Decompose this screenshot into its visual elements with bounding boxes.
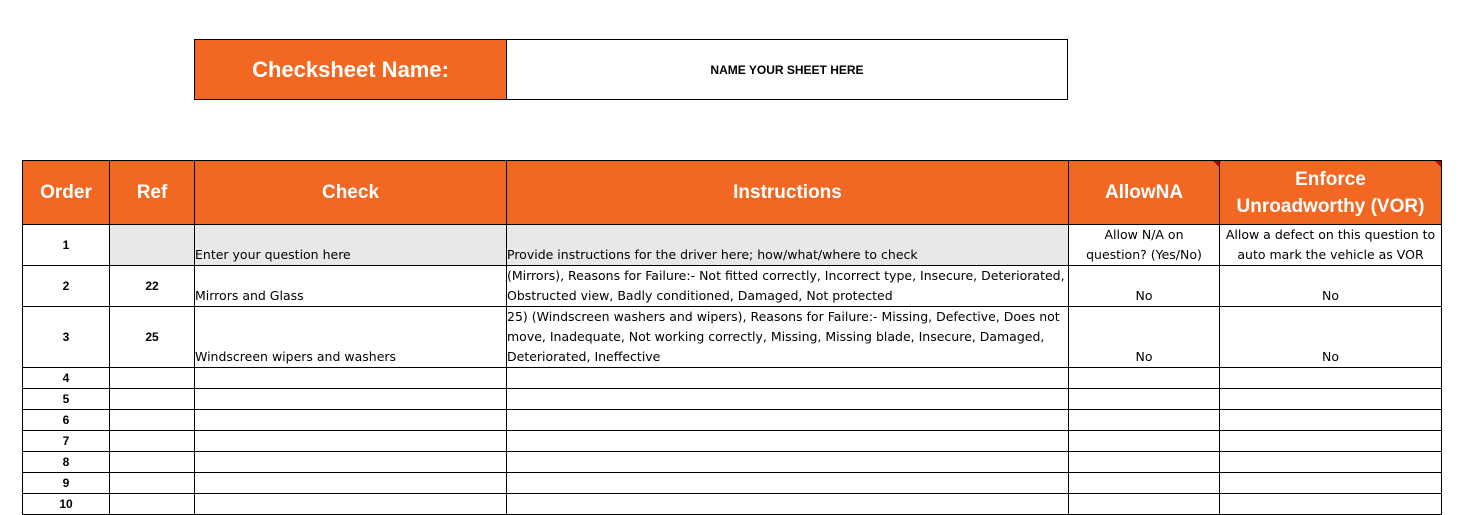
checksheet-table xyxy=(22,160,1442,515)
instructions-cell[interactable]: 25) (Windscreen washers and wipers), Reasons for Failure:- Missing, Defective, Does not move, Inadequate, Not working correctly, Missing, Missing blade, Insecure, Damaged, Deteriorated, Ineffective xyxy=(507,307,1069,368)
table-row xyxy=(23,368,1442,389)
table-row xyxy=(23,225,1442,266)
check-cell[interactable] xyxy=(195,410,507,431)
ref-cell[interactable]: 22 xyxy=(110,266,195,307)
vor-cell[interactable] xyxy=(1220,452,1442,473)
vor-cell[interactable] xyxy=(1220,410,1442,431)
check-cell[interactable] xyxy=(195,494,507,515)
table-row xyxy=(23,410,1442,431)
instructions-cell[interactable] xyxy=(507,389,1069,410)
vor-cell[interactable]: Allow a defect on this question to auto mark the vehicle as VOR xyxy=(1220,225,1442,266)
ref-cell[interactable] xyxy=(110,389,195,410)
vor-cell[interactable] xyxy=(1220,494,1442,515)
vor-cell[interactable] xyxy=(1220,368,1442,389)
table-row xyxy=(23,452,1442,473)
allow-na-cell[interactable] xyxy=(1069,494,1220,515)
check-cell[interactable]: Enter your question here xyxy=(195,225,507,266)
check-cell[interactable] xyxy=(195,473,507,494)
check-cell[interactable]: Windscreen wipers and washers xyxy=(195,307,507,368)
ref-cell[interactable] xyxy=(110,368,195,389)
table-row xyxy=(23,266,1442,307)
order-cell[interactable]: 9 xyxy=(23,473,110,494)
check-cell[interactable] xyxy=(195,389,507,410)
order-cell[interactable]: 7 xyxy=(23,431,110,452)
allow-na-cell[interactable]: No xyxy=(1069,266,1220,307)
instructions-cell[interactable] xyxy=(507,410,1069,431)
vor-cell[interactable] xyxy=(1220,389,1442,410)
order-cell[interactable]: 5 xyxy=(23,389,110,410)
instructions-cell[interactable] xyxy=(507,368,1069,389)
allow-na-cell[interactable] xyxy=(1069,410,1220,431)
check-cell[interactable]: Mirrors and Glass xyxy=(195,266,507,307)
allow-na-cell[interactable] xyxy=(1069,389,1220,410)
vor-cell[interactable]: No xyxy=(1220,307,1442,368)
instructions-cell[interactable] xyxy=(507,452,1069,473)
order-cell[interactable]: 2 xyxy=(23,266,110,307)
comment-marker-icon[interactable] xyxy=(1213,161,1219,167)
column-header-ref: Ref xyxy=(110,161,195,225)
ref-cell[interactable] xyxy=(110,225,195,266)
check-cell[interactable] xyxy=(195,368,507,389)
table-row xyxy=(23,431,1442,452)
order-cell[interactable]: 4 xyxy=(23,368,110,389)
allow-na-cell[interactable] xyxy=(1069,452,1220,473)
vor-cell[interactable]: No xyxy=(1220,266,1442,307)
order-cell[interactable]: 8 xyxy=(23,452,110,473)
table-row xyxy=(23,389,1442,410)
ref-cell[interactable]: 25 xyxy=(110,307,195,368)
instructions-cell[interactable]: (Mirrors), Reasons for Failure:- Not fitted correctly, Incorrect type, Insecure, Deteriorated, Obstructed view, Badly conditioned, Damaged, Not protected xyxy=(507,266,1069,307)
checksheet-name-box xyxy=(194,39,1068,100)
order-cell[interactable]: 3 xyxy=(23,307,110,368)
vor-cell[interactable] xyxy=(1220,473,1442,494)
comment-marker-icon[interactable] xyxy=(1435,161,1441,167)
order-cell[interactable]: 6 xyxy=(23,410,110,431)
column-header-vor: Enforce Unroadworthy (VOR) xyxy=(1220,161,1442,225)
checksheet-name-label: Checksheet Name: xyxy=(195,40,507,99)
allow-na-cell[interactable] xyxy=(1069,431,1220,452)
ref-cell[interactable] xyxy=(110,410,195,431)
check-cell[interactable] xyxy=(195,452,507,473)
instructions-cell[interactable]: Provide instructions for the driver here; how/what/where to check xyxy=(507,225,1069,266)
column-header-instructions: Instructions xyxy=(507,161,1069,225)
vor-cell[interactable] xyxy=(1220,431,1442,452)
table-row xyxy=(23,473,1442,494)
ref-cell[interactable] xyxy=(110,473,195,494)
allow-na-cell[interactable] xyxy=(1069,368,1220,389)
table-row xyxy=(23,494,1442,515)
column-header-order: Order xyxy=(23,161,110,225)
check-cell[interactable] xyxy=(195,431,507,452)
ref-cell[interactable] xyxy=(110,494,195,515)
allow-na-cell[interactable]: Allow N/A on question? (Yes/No) xyxy=(1069,225,1220,266)
column-header-check: Check xyxy=(195,161,507,225)
instructions-cell[interactable] xyxy=(507,494,1069,515)
instructions-cell[interactable] xyxy=(507,431,1069,452)
instructions-cell[interactable] xyxy=(507,473,1069,494)
order-cell[interactable]: 1 xyxy=(23,225,110,266)
allow-na-cell[interactable]: No xyxy=(1069,307,1220,368)
ref-cell[interactable] xyxy=(110,431,195,452)
allow-na-cell[interactable] xyxy=(1069,473,1220,494)
checksheet-name-input[interactable]: NAME YOUR SHEET HERE xyxy=(507,40,1067,99)
order-cell[interactable]: 10 xyxy=(23,494,110,515)
table-row xyxy=(23,307,1442,368)
ref-cell[interactable] xyxy=(110,452,195,473)
column-header-allow-na: AllowNA xyxy=(1069,161,1220,225)
